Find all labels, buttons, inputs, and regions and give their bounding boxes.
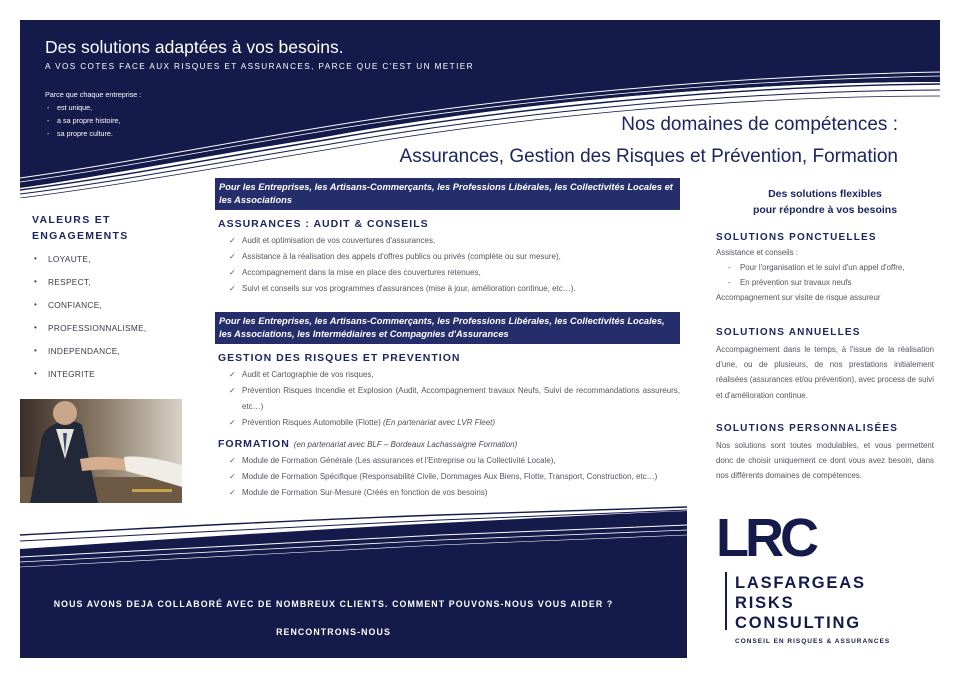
- section-formation: [215, 430, 680, 501]
- solution-text: Nos solutions sont toutes modulables, et vous permettent donc de choisir uniquement ce dont vous avez besoin, dans nos différents domaines de compétences.: [716, 441, 934, 481]
- value-item: • INDEPENDANCE,: [32, 346, 182, 369]
- flex-header: [716, 186, 934, 218]
- values-panel: [32, 212, 182, 392]
- check-item: [215, 415, 680, 431]
- solution-text: Accompagnement dans le temps, à l'issue de la réalisation d'une, ou de plusieurs, de nos prestations initialement réalisées (assurances et/ou prévention), avec process de suivi et d'amélioration continue.: [716, 345, 934, 400]
- solution-outro: Accompagnement sur visite de risque assureur: [716, 293, 881, 303]
- values-list: [32, 254, 182, 392]
- value-item: • CONFIANCE,: [32, 300, 182, 323]
- formation-note: (en partenariat avec BLF – Bordeaux Lachassaigne Formation): [293, 440, 518, 449]
- value-item: • LOYAUTE,: [32, 254, 182, 277]
- logo-mark: LRC: [716, 508, 815, 568]
- solutions-annuelles: [716, 327, 934, 403]
- intro-item: - a sa propre histoire,: [45, 114, 141, 127]
- partner-note: (En partenariat avec LVR Fleet): [382, 418, 496, 427]
- top-banner: [20, 20, 940, 198]
- solution-title: SOLUTIONS PERSONNALISÉES: [716, 423, 899, 434]
- section-title: GESTION DES RISQUES ET PREVENTION: [218, 352, 461, 364]
- check-item: ✓ Audit et Cartographie de vos risques,: [215, 367, 680, 383]
- logo-word: LASFARGEAS: [735, 574, 866, 592]
- logo-word: CONSULTING: [735, 614, 861, 632]
- section-title: ASSURANCES : AUDIT & CONSEILS: [218, 218, 429, 230]
- check-list: [215, 367, 680, 431]
- check-item: ✓ Module de Formation Sur-Mesure (Créés en fonction de vos besoins): [215, 485, 680, 501]
- solution-intro: Assistance et conseils :: [716, 248, 799, 257]
- solution-title: SOLUTIONS PONCTUELLES: [716, 232, 877, 243]
- domains-subtitle: Assurances, Gestion des Risques et Prévention, Formation: [399, 146, 898, 167]
- check-item: ✓ Prévention Risques Incendie et Explosion (Audit, Accompagnement travaux Neufs, Suivi de recommandations assureurs, etc…): [215, 383, 680, 415]
- handshake-photo: [20, 399, 182, 503]
- formation-title: FORMATION: [218, 438, 290, 450]
- intro-label: Parce que chaque entreprise :: [45, 90, 142, 99]
- flex-title-line1: Des solutions flexibles: [768, 188, 882, 200]
- check-item: ✓ Audit et optimisation de vos couvertures d'assurances,: [215, 233, 680, 249]
- domains-title: Nos domaines de compétences :: [621, 114, 898, 135]
- cta-meet: RENCONTRONS-NOUS: [276, 627, 391, 637]
- cta-text: NOUS AVONS DEJA COLLABORÉ AVEC DE NOMBREUX CLIENTS. COMMENT POUVONS-NOUS VOUS AIDER ?: [53, 599, 614, 609]
- values-title: VALEURS ET ENGAGEMENTS: [32, 214, 129, 242]
- check-item: ✓ Module de Formation Spécifique (Responsabilité Civile, Dommages Aux Biens, Flotte, Transport, Construction, etc…): [215, 469, 680, 485]
- solutions-personnalisees: [716, 423, 934, 484]
- company-logo: [716, 510, 906, 650]
- check-item: ✓ Accompagnement dans la mise en place des couvertures retenues,: [215, 265, 680, 281]
- check-item-text: Prévention Risques Automobile (Flotte): [242, 418, 381, 427]
- check-item: ✓ Assistance à la réalisation des appels d'offres publics ou privés (complète ou sur mesure),: [215, 249, 680, 265]
- check-item: ✓ Suivi et conseils sur vos programmes d'assurances (mise à jour, amélioration continue, etc…).: [215, 281, 680, 297]
- value-item: • INTEGRITE: [32, 369, 182, 392]
- value-item: • PROFESSIONNALISME,: [32, 323, 182, 346]
- intro-list: [45, 101, 141, 140]
- intro-item: - est unique,: [45, 101, 141, 114]
- section-title: [218, 438, 680, 450]
- intro-item: - sa propre culture.: [45, 127, 141, 140]
- solution-item: - Pour l'organisation et le suivi d'un appel d'offre,: [716, 260, 934, 275]
- section-assurances: [215, 178, 680, 297]
- solution-title: SOLUTIONS ANNUELLES: [716, 327, 861, 338]
- check-item: ✓ Module de Formation Générale (Les assurances et l'Entreprise ou la Collectivité Locale),: [215, 453, 680, 469]
- value-item: • RESPECT,: [32, 277, 182, 300]
- logo-tagline: CONSEIL EN RISQUES & ASSURANCES: [735, 638, 891, 645]
- flex-title-line2: pour répondre à vos besoins: [752, 204, 898, 216]
- check-list: [215, 233, 680, 297]
- check-list: [215, 453, 680, 501]
- intro-block: [45, 88, 141, 140]
- solution-item: - En prévention sur travaux neufs: [716, 275, 934, 290]
- logo-word: RISKS: [735, 594, 795, 612]
- audience-bar: Pour les Entreprises, les Artisans-Commerçants, les Professions Libérales, les Collectivités Locales et les Associations: [215, 178, 680, 210]
- solutions-ponctuelles: [716, 232, 934, 305]
- bottom-banner: [20, 505, 687, 658]
- hero-title: Des solutions adaptées à vos besoins.: [45, 37, 344, 57]
- logo-divider: [725, 572, 727, 630]
- audience-bar: Pour les Entreprises, les Artisans-Commerçants, les Professions Libérales, les Collectivités Locales, les Associations, les Intermédiaires et Compagnies d'Assurances: [215, 312, 680, 344]
- hero-subtitle: A VOS COTES FACE AUX RISQUES ET ASSURANCES, PARCE QUE C'EST UN METIER: [45, 62, 474, 71]
- section-risques: [215, 312, 680, 431]
- solution-list: [716, 260, 934, 290]
